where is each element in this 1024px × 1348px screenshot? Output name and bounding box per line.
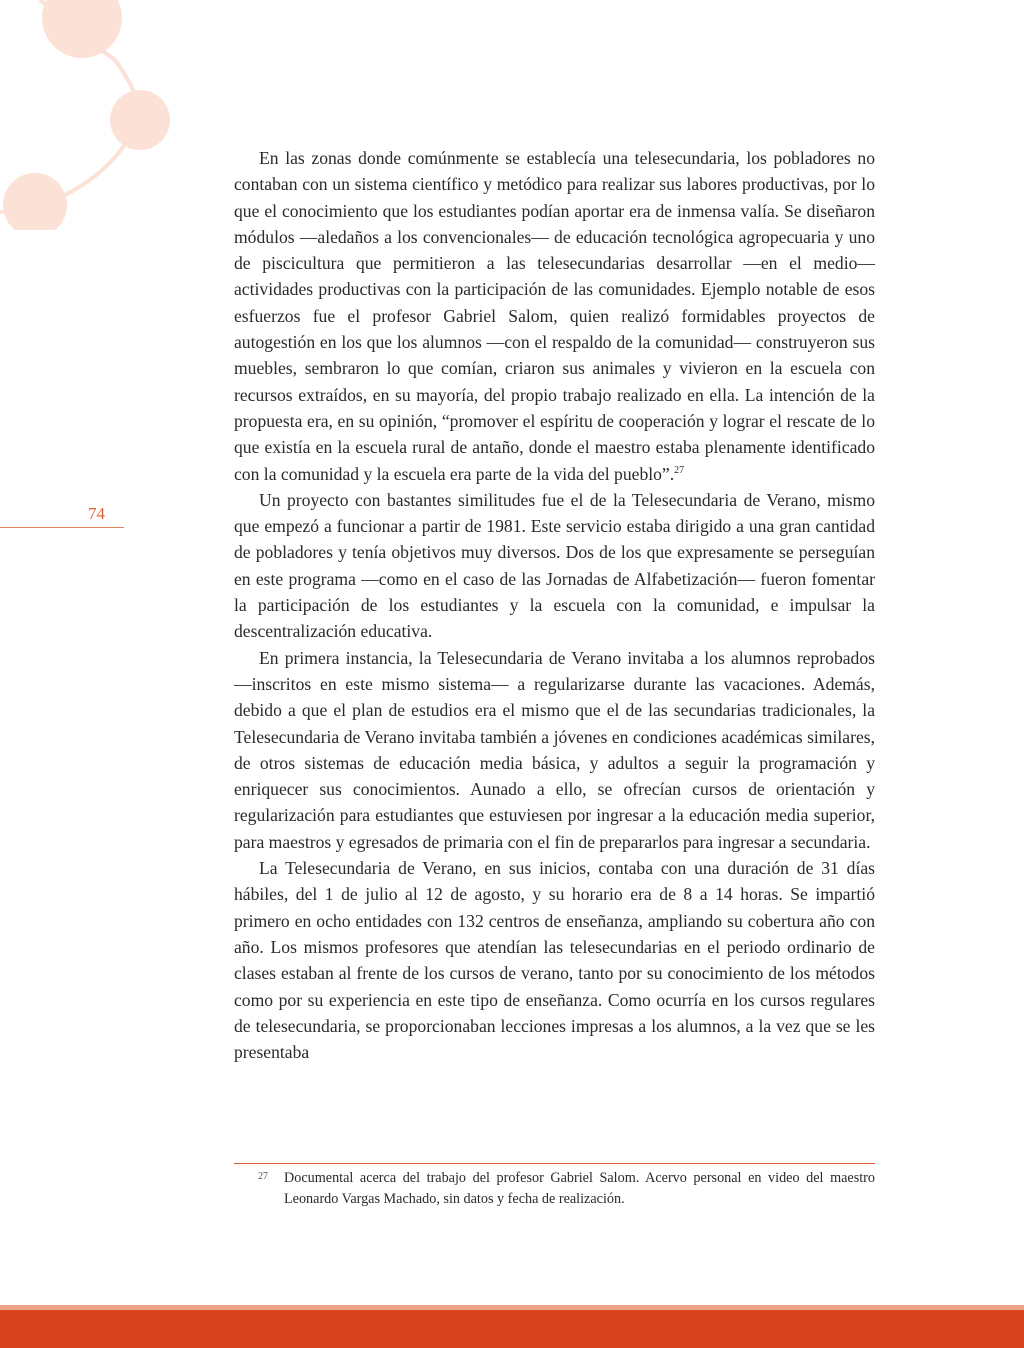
footer-band (0, 1310, 1024, 1348)
deco-circle-middle (110, 90, 170, 150)
paragraph-2: Un proyecto con bastantes similitudes fue el de la Telesecundaria de Verano, mismo que empezó a funcionar a partir de 1981. Este servicio estaba dirigido a una gran cantidad de pobladores y tenía objetivos muy diversos. Dos de los que expresamente se perseguían en este programa —como en el caso de las Jornadas de Alfabetización— fueron fomentar la participación de los estudiantes y la escuela con la comunidad, e impulsar la descentralización educativa. (234, 489, 875, 642)
footnote-text: Documental acerca del trabajo del profesor Gabriel Salom. Acervo personal en video del maestro Leonardo Vargas Machado, sin datos y fecha de realización. (284, 1170, 875, 1207)
deco-circle-bottom (3, 173, 67, 230)
footnote-reference: 27 (674, 464, 685, 476)
page-number: 74 (88, 504, 105, 523)
paragraph-1-text: En las zonas donde comúnmente se establecía una telesecundaria, los pobladores no contaban con un sistema científico y metódico para realizar sus labores productivas, por lo que el conocimiento que los estudiantes podían aportar era de inmensa valía. Se diseñaron módulos —aledaños a los convencionales— de educación tecnológica agropecuaria y uno de piscicultura que permitieron a las telesecundarias desarrollar —en el medio— actividades productivas con la participación de las comunidades. Ejemplo notable de esos esfuerzos fue el profesor Gabriel Salom, quien realizó formidables proyectos de autogestión en los que los alumnos —con el respaldo de la comunidad— construyeron sus muebles, sembraron lo que comían, criaron sus animales y vivieron en la escuela con recursos extraídos, en su mayoría, del propio trabajo realizado en ella. La intención de la propuesta era, en su opinión, “promover el espíritu de cooperación y lograr el rescate de lo que existía en la escuela rural de antaño, donde el maestro estaba plenamente identificado con la comunidad y la escuela era parte de la vida del pueblo”. (234, 148, 875, 484)
page-number-rule (0, 527, 124, 528)
deco-circle-top (42, 0, 122, 58)
footnote-divider (234, 1163, 875, 1164)
paragraph-3: En primera instancia, la Telesecundaria de Verano invitaba a los alumnos reprobados —inscritos en este mismo sistema— a regularizarse durante las vacaciones. Además, debido a que el plan de estudios era el mismo que el de las secundarias tradicionales, la Telesecundaria de Verano invitaba también a jóvenes en condiciones académicas similares, de otros sistemas de educación media básica, y adultos a seguir la programación y enriquecer sus conocimientos. Aunado a ello, se ofrecían cursos de orientación y regularización para estudiantes que estuviesen por ingresar a la educación media superior, para maestros y egresados de primaria con el fin de prepararlos para ingresar a secundaria. (234, 647, 875, 852)
decorative-circles (0, 0, 200, 230)
footnote-number: 27 (258, 1171, 268, 1182)
main-text (234, 145, 875, 1065)
footnote (234, 1168, 875, 1210)
paragraph-4: La Telesecundaria de Verano, en sus inicios, contaba con una duración de 31 días hábiles, del 1 de julio al 12 de agosto, y su horario era de 8 a 14 horas. Se impartió primero en ocho entidades con 132 centros de enseñanza, ampliando su cobertura año con año. Los mismos profesores que atendían las telesecundarias en el periodo ordinario de clases estaban al frente de los cursos de verano, tanto por su conocimiento de los métodos como por su experiencia en este tipo de enseñanza. Como ocurría en los cursos regulares de telesecundaria, se proporcionaban lecciones impresas a los alumnos, a la vez que se les presentaba (234, 858, 875, 1063)
paragraph-1 (234, 145, 875, 487)
